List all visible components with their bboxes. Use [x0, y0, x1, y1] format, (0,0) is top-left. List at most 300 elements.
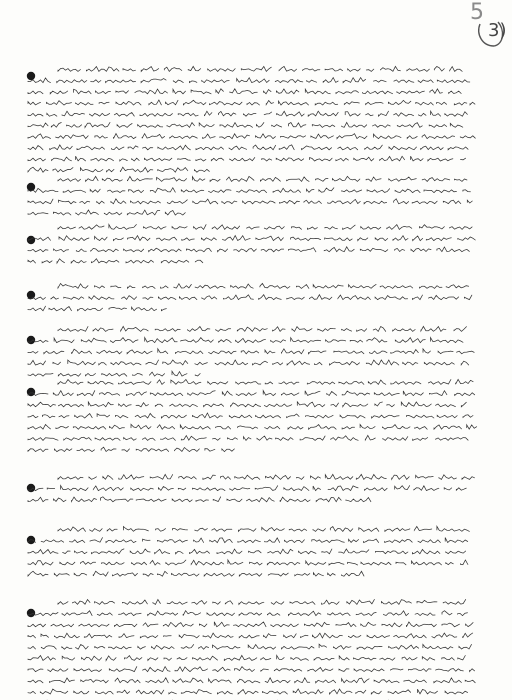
handwritten-word: [225, 601, 233, 604]
handwritten-word: [324, 247, 354, 252]
handwritten-word: [131, 201, 161, 204]
handwritten-word: [193, 199, 218, 204]
handwritten-word: [438, 351, 453, 354]
handwritten-word: [365, 435, 375, 440]
handwritten-word: [313, 529, 326, 532]
handwritten-word: [90, 113, 110, 116]
handwritten-word: [192, 177, 205, 182]
handwritten-word: [193, 488, 226, 491]
handwritten-word: [247, 103, 260, 106]
handwritten-word: [199, 123, 214, 127]
handwritten-word: [86, 176, 99, 181]
handwritten-word: [150, 372, 165, 376]
handwritten-word: [421, 326, 446, 331]
handwritten-word: [409, 669, 432, 672]
handwritten-word: [454, 103, 467, 106]
handwritten-word: [178, 158, 191, 160]
handwritten-word: [130, 549, 150, 554]
handwritten-word: [422, 657, 435, 661]
handwritten-word: [215, 360, 248, 365]
handwritten-word: [92, 549, 125, 554]
handwritten-word: [364, 539, 379, 543]
handwritten-word: [350, 340, 363, 342]
handwritten-word: [99, 102, 109, 104]
handwritten-word: [239, 613, 262, 616]
handwritten-word: [86, 374, 96, 376]
handwritten-word: [217, 691, 232, 694]
handwritten-word: [385, 539, 413, 542]
handwritten-word: [153, 600, 161, 605]
handwritten-word: [116, 91, 128, 94]
handwritten-word: [307, 80, 317, 82]
handwritten-word: [124, 656, 141, 661]
handwritten-word: [97, 414, 110, 417]
handwritten-word: [28, 360, 46, 365]
handwritten-word: [53, 362, 61, 364]
handwritten-word: [218, 249, 228, 252]
handwritten-word: [171, 380, 201, 385]
handwritten-word: [121, 326, 149, 331]
handwritten-word: [342, 427, 355, 429]
handwritten-word: [96, 692, 114, 695]
handwritten-word: [54, 574, 69, 577]
handwritten-word: [179, 634, 199, 638]
handwritten-word: [109, 308, 127, 310]
handwritten-word: [354, 157, 374, 161]
handwritten-word: [58, 68, 81, 71]
handwritten-word: [141, 67, 159, 72]
handwritten-word: [313, 573, 323, 576]
handwritten-word: [28, 425, 51, 430]
handwritten-word: [256, 134, 276, 139]
handwritten-word: [339, 669, 349, 672]
handwritten-word: [173, 80, 183, 83]
handwritten-word: [418, 689, 438, 694]
handwritten-word: [393, 329, 416, 332]
handwritten-word: [419, 225, 444, 229]
handwritten-word: [126, 260, 154, 263]
handwritten-word: [445, 538, 468, 543]
handwritten-word: [113, 238, 123, 241]
handwritten-word: [119, 475, 144, 480]
handwritten-word: [117, 124, 132, 128]
handwritten-word: [74, 89, 92, 94]
handwritten-word: [370, 351, 388, 354]
handwritten-word: [231, 284, 254, 288]
handwritten-word: [129, 190, 144, 193]
handwritten-word: [262, 691, 287, 694]
handwritten-word: [77, 449, 95, 452]
handwritten-word: [28, 374, 53, 377]
handwritten-word: [300, 436, 325, 440]
handwritten-word: [436, 669, 464, 672]
handwritten-word: [93, 328, 113, 332]
handwritten-word: [424, 362, 454, 365]
handwritten-word: [322, 600, 340, 604]
handwritten-word: [62, 111, 85, 116]
handwritten-word: [138, 125, 163, 128]
handwritten-word: [191, 90, 211, 94]
handwritten-word: [389, 177, 417, 181]
handwritten-word: [28, 438, 58, 441]
handwritten-word: [179, 297, 197, 300]
handwritten-word: [122, 600, 147, 604]
handwritten-word: [223, 236, 251, 241]
handwritten-word: [431, 111, 441, 116]
handwritten-word: [411, 248, 431, 251]
handwritten-word: [412, 201, 437, 204]
handwritten-word: [424, 190, 457, 193]
handwritten-word: [443, 200, 461, 203]
handwritten-word: [181, 690, 211, 694]
handwritten-word: [315, 362, 323, 364]
handwritten-word: [103, 475, 113, 479]
handwritten-word: [72, 497, 97, 502]
handwritten-word: [236, 338, 266, 342]
handwritten-word: [445, 691, 468, 694]
handwritten-word: [115, 416, 128, 418]
handwritten-word: [403, 362, 418, 365]
handwritten-word: [106, 540, 136, 543]
handwritten-word: [273, 362, 283, 365]
handwritten-word: [75, 551, 88, 554]
handwritten-word: [64, 297, 84, 300]
handwritten-word: [467, 425, 477, 429]
handwritten-word: [193, 656, 218, 660]
handwritten-word: [58, 477, 83, 480]
handwritten-word: [287, 177, 310, 182]
handwritten-word: [385, 528, 410, 531]
handwritten-word: [187, 327, 210, 332]
handwritten-word: [302, 146, 332, 150]
handwritten-word: [312, 125, 335, 128]
handwritten-word: [163, 360, 188, 365]
handwritten-word: [387, 405, 395, 407]
handwritten-word: [265, 678, 290, 683]
handwritten-word: [336, 623, 356, 627]
handwritten-word: [210, 538, 233, 543]
handwritten-word: [467, 200, 472, 203]
handwritten-word: [213, 667, 231, 671]
handwritten-word: [325, 227, 338, 230]
handwritten-word: [54, 449, 72, 452]
handwritten-word: [388, 100, 411, 104]
handwritten-word: [128, 146, 138, 149]
handwritten-word: [132, 158, 140, 161]
handwritten-word: [212, 529, 232, 532]
handwritten-word: [150, 474, 173, 479]
handwritten-word: [384, 611, 409, 616]
handwritten-word: [28, 91, 43, 94]
handwritten-word: [402, 657, 417, 660]
handwritten-word: [415, 427, 428, 430]
handwritten-word: [299, 551, 317, 554]
handwritten-word: [316, 680, 336, 683]
handwritten-word: [59, 404, 84, 407]
handwritten-word: [61, 486, 89, 491]
handwritten-word: [91, 80, 101, 83]
handwritten-word: [311, 476, 321, 479]
handwritten-word: [264, 112, 272, 115]
handwritten-word: [127, 392, 147, 396]
handwritten-word: [241, 351, 259, 354]
handwritten-word: [138, 646, 146, 649]
handwritten-word: [123, 69, 136, 71]
handwritten-word: [349, 539, 359, 542]
handwritten-word: [28, 669, 43, 672]
handwritten-word: [230, 89, 257, 94]
handwritten-word: [279, 145, 294, 150]
handwritten-word: [417, 600, 437, 603]
handwritten-word: [140, 113, 173, 116]
handwritten-word: [365, 488, 388, 491]
handwritten-word: [97, 350, 122, 354]
handwritten-word: [108, 190, 126, 193]
handwritten-word: [365, 145, 383, 149]
handwritten-word: [149, 248, 182, 252]
handwritten-word: [192, 601, 207, 605]
handwritten-word: [297, 402, 325, 407]
handwritten-word: [318, 328, 336, 331]
handwritten-word: [77, 391, 95, 396]
handwritten-word: [356, 474, 386, 479]
handwritten-word: [325, 474, 353, 479]
handwritten-word: [380, 658, 395, 660]
handwritten-word: [47, 488, 55, 489]
handwritten-word: [93, 486, 123, 491]
handwritten-word: [68, 360, 96, 365]
handwritten-word: [146, 678, 169, 683]
handwritten-word: [457, 351, 475, 354]
handwritten-word: [116, 101, 141, 105]
handwritten-word: [222, 449, 235, 452]
handwritten-word: [356, 690, 366, 693]
handwritten-word: [360, 425, 375, 429]
handwritten-word: [223, 295, 253, 300]
handwritten-word: [336, 158, 349, 161]
handwritten-word: [63, 551, 70, 554]
handwritten-word: [429, 295, 459, 299]
handwritten-word: [375, 296, 408, 300]
handwritten-word: [470, 102, 475, 105]
handwritten-word: [48, 669, 68, 672]
handwritten-word: [128, 236, 151, 241]
handwritten-word: [91, 248, 119, 251]
handwritten-word: [395, 338, 425, 343]
handwritten-word: [236, 382, 261, 385]
handwritten-word: [248, 645, 276, 650]
handwritten-word: [380, 286, 413, 289]
handwritten-word: [167, 602, 187, 605]
handwritten-word: [186, 248, 211, 252]
handwritten-word: [53, 391, 73, 396]
handwritten-word: [127, 176, 152, 181]
handwritten-word: [54, 338, 74, 343]
handwritten-word: [361, 622, 376, 626]
handwritten-word: [394, 199, 409, 204]
handwritten-word: [304, 622, 329, 626]
handwritten-word: [391, 350, 419, 354]
handwritten-word: [289, 529, 307, 531]
handwritten-word: [414, 526, 432, 530]
handwritten-word: [216, 426, 231, 429]
handwritten-word: [295, 678, 310, 683]
handwritten-word: [247, 227, 260, 229]
handwritten-word: [102, 178, 122, 181]
handwritten-word: [407, 69, 430, 72]
handwritten-word: [181, 436, 206, 441]
handwritten-word: [174, 284, 192, 288]
handwritten-word: [413, 236, 423, 241]
handwritten-word: [148, 611, 178, 616]
handwritten-word: [281, 349, 304, 354]
handwritten-word: [388, 690, 411, 694]
handwritten-word: [230, 158, 255, 161]
handwritten-word: [340, 415, 365, 418]
handwritten-word: [95, 601, 115, 604]
handwritten-word: [374, 393, 399, 396]
handwritten-word: [316, 178, 329, 181]
handwritten-word: [439, 475, 457, 480]
handwritten-word: [327, 391, 337, 395]
handwritten-word: [209, 679, 232, 683]
handwritten-word: [54, 498, 67, 502]
paragraph-bullet-9: [27, 609, 35, 617]
handwritten-word: [284, 540, 304, 543]
handwritten-word: [58, 527, 86, 532]
handwritten-word: [143, 438, 156, 441]
handwritten-word: [357, 647, 382, 650]
handwritten-word: [262, 159, 272, 161]
handwritten-word: [229, 146, 247, 150]
handwritten-word: [264, 90, 272, 94]
handwritten-word: [442, 623, 460, 627]
handwritten-word: [383, 425, 411, 430]
handwritten-word: [322, 549, 332, 554]
handwritten-word: [343, 403, 368, 407]
handwritten-word: [194, 225, 207, 230]
handwritten-word: [262, 527, 285, 531]
handwritten-word: [88, 402, 113, 407]
handwritten-word: [307, 382, 335, 385]
handwritten-word: [236, 393, 256, 396]
handwritten-word: [222, 201, 237, 204]
handwritten-word: [166, 100, 179, 105]
handwritten-word: [265, 382, 273, 384]
handwritten-word: [28, 402, 56, 407]
handwritten-word: [342, 571, 365, 576]
handwritten-word: [237, 327, 267, 331]
handwritten-word: [229, 415, 252, 418]
handwritten-word: [428, 158, 453, 161]
handwritten-word: [437, 526, 470, 531]
handwritten-word: [338, 295, 371, 300]
handwritten-word: [109, 225, 136, 230]
handwritten-word: [119, 613, 142, 616]
handwritten-word: [354, 669, 384, 672]
handwritten-word: [448, 147, 468, 150]
handwritten-word: [330, 362, 360, 366]
handwritten-word: [189, 81, 197, 83]
handwritten-word: [207, 613, 235, 616]
handwritten-word: [253, 145, 276, 150]
handwritten-word: [375, 551, 408, 554]
handwritten-word: [391, 669, 404, 670]
handwritten-word: [210, 102, 243, 105]
handwritten-word: [272, 125, 282, 127]
handwritten-word: [97, 201, 105, 204]
handwritten-word: [194, 538, 204, 542]
handwritten-word: [163, 622, 193, 626]
handwritten-word: [256, 415, 281, 418]
handwritten-word: [28, 550, 58, 554]
handwritten-word: [260, 177, 280, 181]
handwritten-word: [331, 403, 339, 407]
handwritten-word: [288, 248, 316, 252]
handwritten-word: [434, 425, 462, 429]
handwritten-word: [202, 296, 217, 300]
handwritten-word: [28, 646, 36, 649]
handwritten-word: [284, 487, 309, 491]
handwritten-word: [70, 540, 85, 543]
handwritten-word: [237, 190, 267, 193]
handwritten-word: [375, 402, 383, 406]
handwritten-word: [260, 283, 290, 288]
handwritten-word: [412, 549, 440, 553]
handwritten-word: [99, 363, 107, 365]
handwritten-word: [276, 438, 294, 441]
handwritten-word: [358, 238, 368, 241]
handwritten-word: [80, 168, 103, 172]
handwritten-word: [463, 415, 473, 418]
handwritten-word: [276, 89, 299, 94]
handwritten-word: [281, 393, 299, 396]
handwritten-word: [209, 351, 237, 354]
handwritten-word: [442, 611, 452, 615]
handwritten-word: [156, 529, 166, 532]
handwritten-word: [212, 225, 240, 230]
handwritten-word: [347, 599, 375, 604]
handwritten-word: [296, 285, 309, 289]
handwritten-word: [309, 295, 332, 300]
handwritten-word: [209, 190, 232, 193]
handwritten-word: [213, 497, 221, 502]
handwritten-word: [364, 201, 387, 204]
handwritten-word: [47, 101, 72, 105]
handwritten-word: [75, 414, 93, 418]
handwritten-word: [28, 134, 51, 139]
paragraph-bullet-1: [27, 72, 35, 80]
handwritten-word: [354, 658, 377, 661]
handwritten-word: [58, 227, 76, 229]
handwritten-word: [291, 237, 321, 241]
handwritten-word: [95, 236, 108, 240]
handwritten-word: [28, 123, 48, 127]
handwritten-word: [142, 134, 165, 139]
handwritten-word: [287, 297, 305, 299]
handwritten-word: [161, 286, 169, 288]
handwritten-word: [339, 656, 349, 660]
handwritten-word: [274, 669, 302, 672]
handwritten-word: [403, 391, 423, 396]
handwritten-word: [74, 573, 87, 575]
handwritten-word: [167, 200, 187, 204]
handwritten-word: [446, 285, 469, 288]
handwritten-word: [328, 199, 361, 203]
handwritten-word: [342, 329, 352, 332]
handwritten-word: [395, 189, 420, 193]
handwritten-word: [284, 634, 297, 638]
